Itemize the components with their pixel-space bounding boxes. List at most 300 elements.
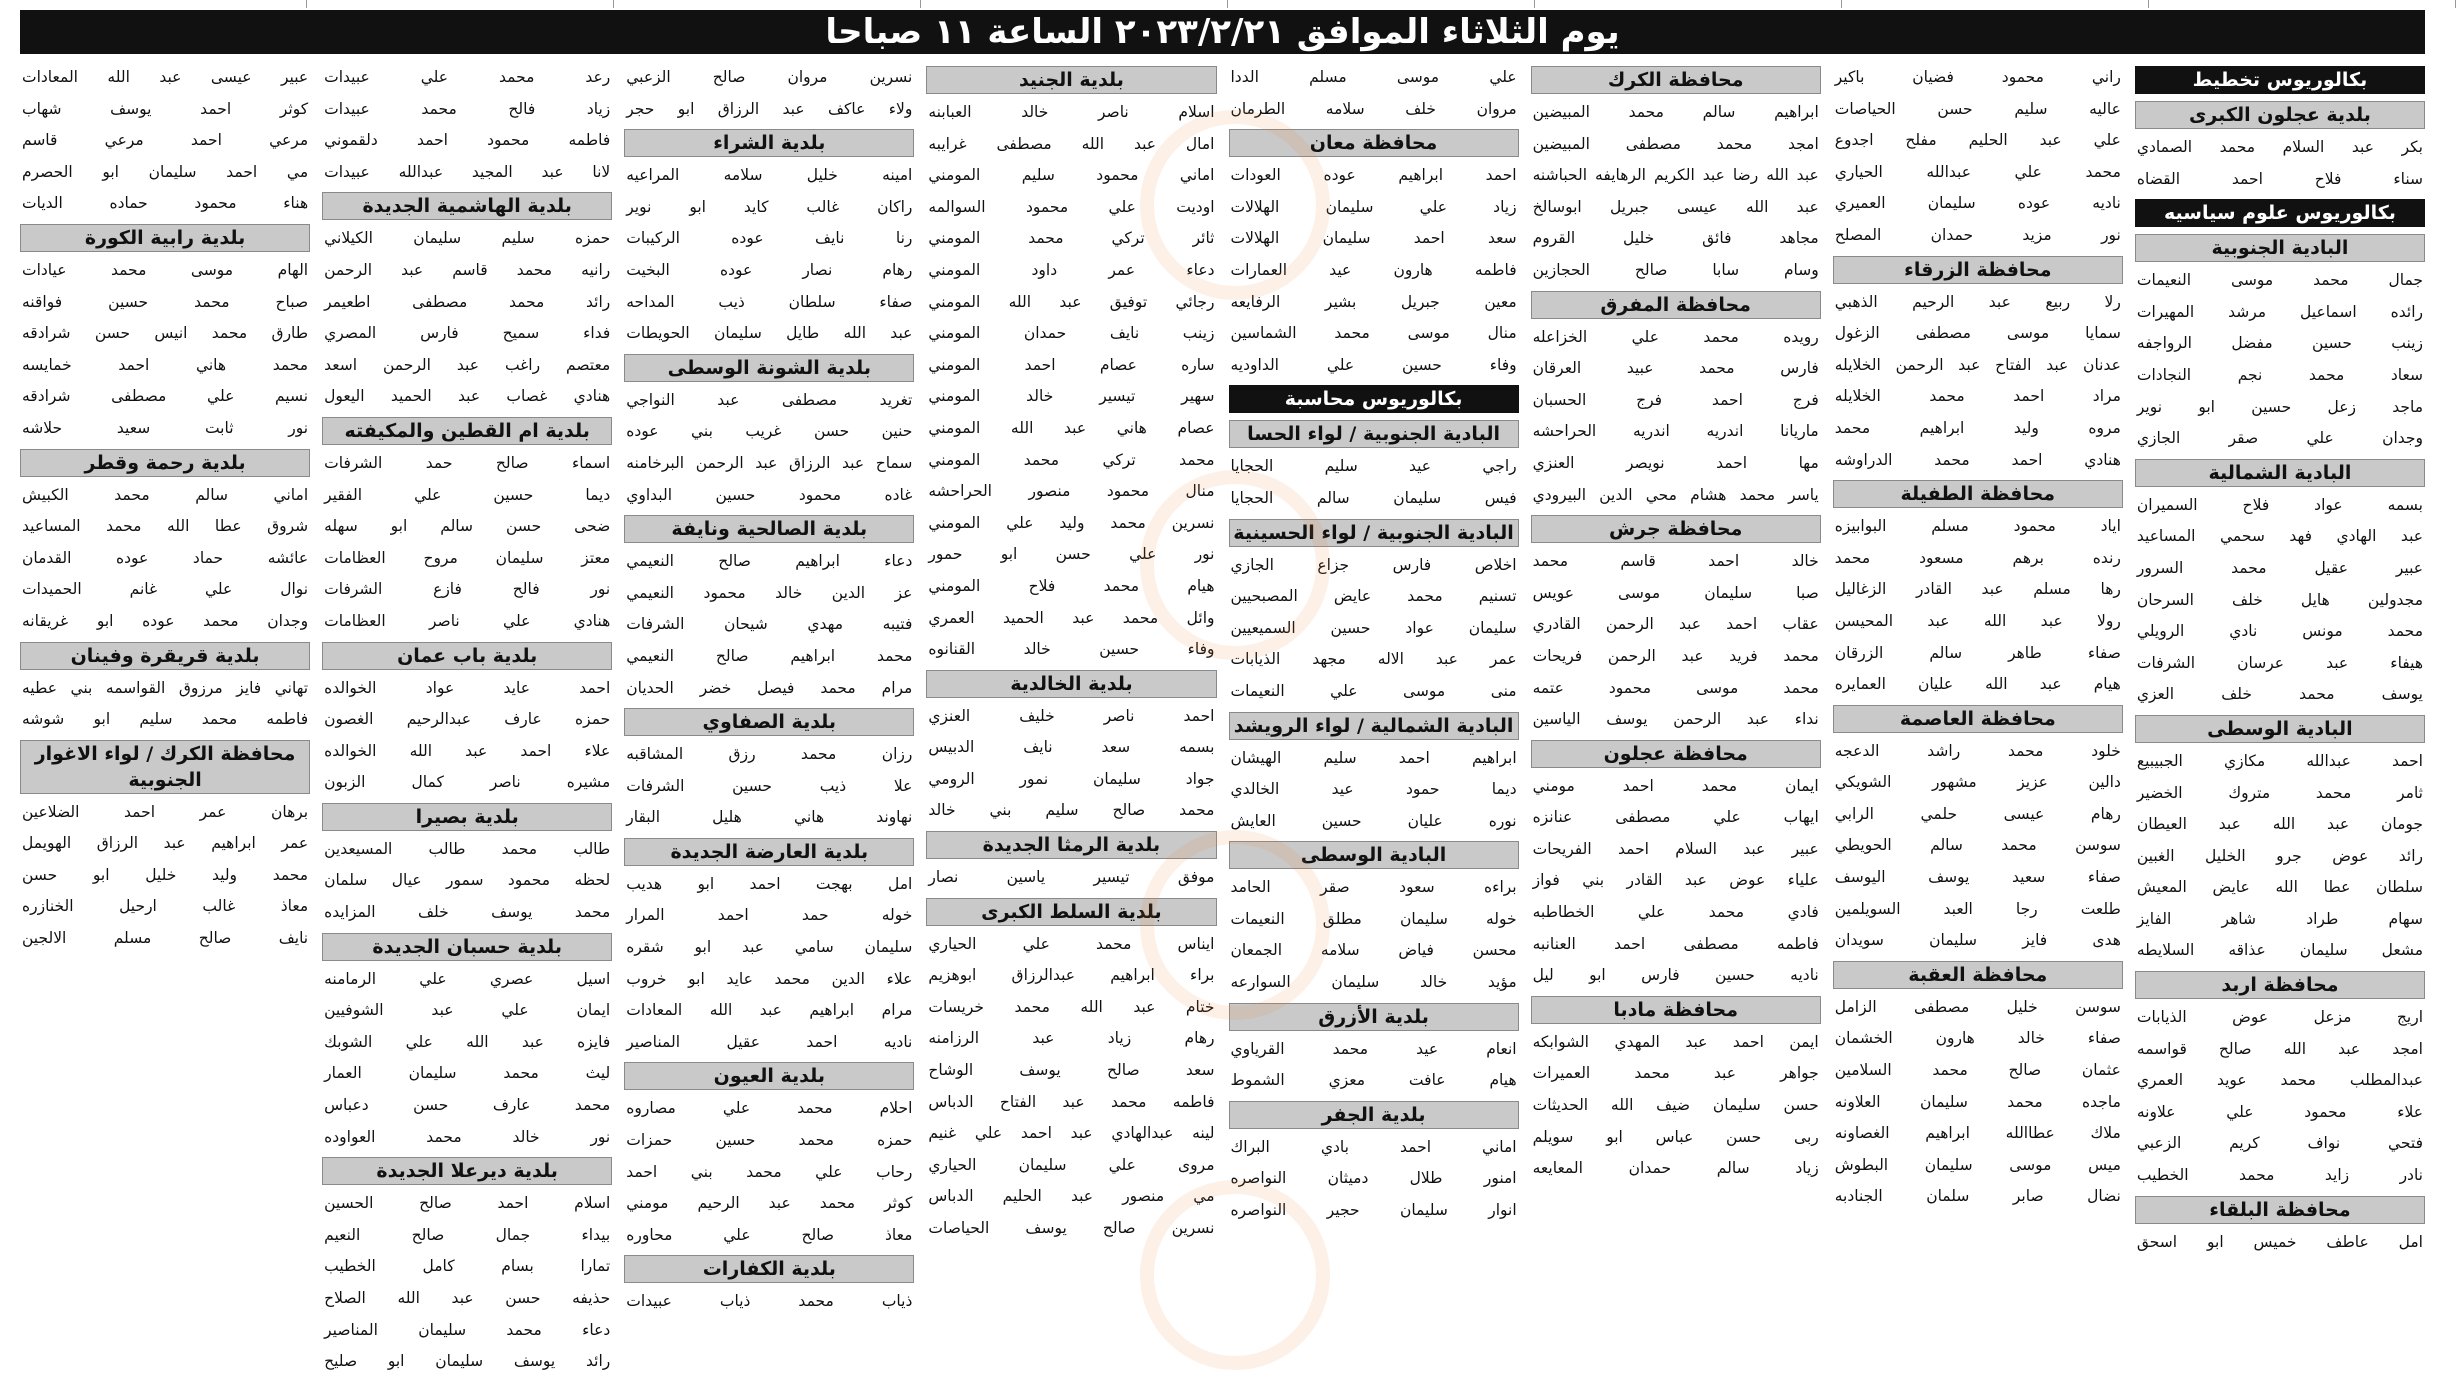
candidate-name: حنين حسن غريب بني عوده	[626, 422, 913, 441]
section	[20, 62, 310, 220]
section	[1531, 736, 1821, 992]
candidate-name: تهاني فايز مرزوق القواسمه بني عطيه	[22, 678, 309, 697]
candidate-name: نوال علي غانم الحميدات	[22, 580, 309, 599]
candidate-name: جواهر عبد محمد العميرات	[1532, 1064, 1819, 1083]
candidate-name: حمزه سليم سليمان الكيلاني	[324, 229, 611, 248]
candidate-name: ملاك عطاالله ابراهيم الغصاونه	[1834, 1124, 2121, 1143]
candidate-name: سهام طراد شاهر الفايز	[2136, 909, 2423, 928]
candidate-name: مروى علي سليمان الحياري	[928, 1155, 1215, 1174]
candidate-name: علا ذيب حسين الشرفات	[626, 776, 913, 795]
candidate-name: نضال صابر سلمان الجنادبه	[1834, 1187, 2121, 1206]
section	[1229, 515, 1519, 708]
candidate-name: نسيم علي مصطفى شرادقه	[22, 387, 309, 406]
candidate-name: سليمان عواد حسين السميعيين	[1230, 618, 1517, 637]
candidate-name: اماني سالم محمد الكبيش	[22, 485, 309, 504]
candidate-name: محمد صالح سليم بني خالد	[928, 801, 1215, 820]
section-heading: البادية الوسطى	[1229, 841, 1519, 869]
section-heading: بلدية الكفارات	[624, 1255, 914, 1283]
section	[1531, 62, 1821, 287]
section-heading: بلدية بصيرا	[322, 803, 612, 831]
candidate-name: جواد سليمان نمور الرومي	[928, 769, 1215, 788]
section	[1531, 992, 1821, 1185]
candidate-name: ايمان علي عبد الشوفيين	[324, 1001, 611, 1020]
section-heading: البادية الشمالية	[2135, 459, 2425, 487]
section	[926, 827, 1216, 894]
candidate-name: فتيبه مهدي شيحان الشرفات	[626, 615, 913, 634]
candidate-name: اسلام احمد صالح الحسين	[324, 1194, 611, 1213]
candidate-name: ليث محمد سليمان العمار	[324, 1064, 611, 1083]
section-heading: البادية الجنوبية / لواء الحسا	[1229, 420, 1519, 448]
candidate-name: نور خالد محمد العواوده	[324, 1127, 611, 1146]
section	[1229, 1097, 1519, 1227]
candidate-name: راكان غالب كايد ابو نوير	[626, 197, 913, 216]
section	[2135, 1192, 2425, 1259]
candidate-name: عبدالمطلب محمد عويد العمري	[2136, 1071, 2423, 1090]
candidate-name: منال موسى محمد الشماسين	[1230, 324, 1517, 343]
candidate-name: طلعت رجا العبد السويلمين	[1834, 899, 2121, 918]
candidate-name: مرام محمد فيصل خضر الحديان	[626, 678, 913, 697]
candidate-name: نايف صالح مسلم الالجين	[22, 929, 309, 948]
candidate-name: حمزه عارف عبدالرحيم الغصون	[324, 710, 611, 729]
section-heading: بلدية رابية الكورة	[20, 224, 310, 252]
candidate-name: رهام زياد عبد الرزامنه	[928, 1029, 1215, 1048]
section	[1531, 511, 1821, 736]
candidate-name: عبد الله عيسى جبريل ابوسالخ	[1532, 197, 1819, 216]
candidate-name: غاده محمود حسين البداوي	[626, 485, 913, 504]
candidate-name: ديما حمود عيد الخالدي	[1230, 780, 1517, 799]
candidate-name: مجاهد فائق خليل القروم	[1532, 229, 1819, 248]
section-heading: محافظة معان	[1229, 129, 1519, 157]
candidate-name: محمد تركي محمد المومني	[928, 450, 1215, 469]
candidate-name: ناديه حسين فارس ابو ليل	[1532, 966, 1819, 985]
candidate-name: حذيفه حسن عبد الله الصلاح	[324, 1289, 611, 1307]
section-heading: محافظة البلقاء	[2135, 1196, 2425, 1224]
candidate-name: مؤيد خالد سليمان السوارعه	[1230, 973, 1517, 992]
candidate-name: مشعل سليمان عذاقه السلايطه	[2136, 941, 2423, 960]
candidate-name: احمد ناصر خليف العنزي	[928, 706, 1215, 725]
candidate-name: سوسن خليل مصطفى الزامل	[1834, 997, 2121, 1016]
candidate-name: كوثر احمد يوسف شهاب	[22, 99, 309, 118]
candidate-name: رها مسلم عبد القادر الزغاليل	[1834, 580, 2121, 599]
section	[1833, 476, 2123, 701]
section-heading: البادية الجنوبية	[2135, 234, 2425, 262]
candidate-name: ديما حسين علي الفقير	[324, 485, 611, 504]
candidate-name: دعاء ابراهيم صالح النعيمي	[626, 552, 913, 571]
candidate-name: مرعي احمد مرعي قاسم	[22, 131, 309, 150]
section	[2135, 230, 2425, 455]
section	[926, 894, 1216, 1245]
candidate-name: خلود محمد راشد الدعجه	[1834, 741, 2121, 760]
section-heading: بلدية رحمة وقطر	[20, 449, 310, 477]
candidate-name: دعاء محمد سليمان المناصير	[324, 1320, 611, 1339]
candidate-name: هدى فايز سليمان سويدان	[1834, 931, 2121, 950]
candidate-name: سلطان عطا الله عايض المعيش	[2136, 878, 2423, 897]
candidate-name: سماح عبد الرزاق عبد الرحمن البرخامنه	[626, 453, 913, 472]
section	[1833, 252, 2123, 477]
candidate-name: عمر عبد الاله مجهد الذيابات	[1230, 650, 1517, 669]
candidate-name: برهان عمر احمد الضلاعين	[22, 802, 309, 821]
candidate-name: منال محمود منصور الحراحشه	[928, 482, 1215, 501]
candidate-name: عاليه سليم حسن الحياصات	[1834, 99, 2121, 118]
candidate-name: عدنان عبد الفتاح عبد الرحمن الخلايله	[1834, 355, 2121, 374]
section	[322, 413, 612, 638]
section	[20, 736, 310, 955]
candidate-name: بيداء جمال صالح النعيم	[324, 1225, 611, 1244]
candidate-name: امل عاطف خميس ابو اسحق	[2136, 1232, 2423, 1251]
candidate-name: احمد عايد عواد الخوالده	[324, 678, 611, 697]
candidate-name: عصام هاني عبد الله المومني	[928, 418, 1215, 437]
candidate-name: شروق عطا الله محمد المساعيد	[22, 517, 309, 536]
section-heading: بلدية باب عمان	[322, 642, 612, 670]
candidate-name: اوديت علي محمود السوالمه	[928, 197, 1215, 216]
section-heading: بلدية الخالدية	[926, 670, 1216, 698]
candidate-name: زياد فالح محمد عبيدات	[324, 99, 611, 118]
candidate-name: علاء محمود علي علاونه	[2136, 1102, 2423, 1121]
candidate-name: ختام عبد الله محمد خريسات	[928, 997, 1215, 1016]
candidate-name: نسرين صالح يوسف الحياصات	[928, 1219, 1215, 1237]
candidate-name: ثائر تركي محمد المومني	[928, 229, 1215, 248]
section	[1229, 416, 1519, 514]
section-heading: محافظة مادبا	[1531, 996, 1821, 1024]
section	[20, 445, 310, 638]
candidate-name: طارق محمد انيس حسن شرادقه	[22, 324, 309, 343]
candidate-name: حمزه محمد حسين حمزات	[626, 1131, 913, 1150]
candidate-name: احمد ابراهيم عوده العودات	[1230, 166, 1517, 185]
section-heading: بلدية حسبان الجديدة	[322, 933, 612, 961]
column-6	[624, 62, 914, 1387]
section	[322, 799, 612, 929]
section	[624, 834, 914, 1059]
candidate-name: امجد عبد الله صالح قواسمه	[2136, 1039, 2423, 1058]
candidate-name: علي عبد الحليم مفلح اجدوع	[1834, 131, 2121, 150]
section	[624, 511, 914, 704]
candidate-name: فارس محمد عبيد العرقان	[1532, 359, 1819, 378]
section-heading: البادية الجنوبية / لواء الحسينية	[1229, 519, 1519, 547]
section-heading: بلدية الجنيد	[926, 66, 1216, 94]
candidate-name: لينه عبدالهادي عبد احمد علي غنيم	[928, 1124, 1215, 1143]
candidate-name: خوله سليمان مطلق النعيمات	[1230, 909, 1517, 928]
candidate-name: بكر عبد السلام محمد الصمادي	[2136, 138, 2423, 156]
section	[2135, 455, 2425, 711]
candidate-name: امل بهجت احمد ابو هديب	[626, 874, 913, 893]
candidate-name: سعد صالح يوسف الوشاح	[928, 1061, 1215, 1080]
candidate-name: هنادي غصاب عبد الحميد اليعول	[324, 387, 611, 406]
section-heading: بلدية عجلون الكبرى	[2135, 101, 2425, 129]
candidate-name: علياء عوض عبد القادر بني فواز	[1532, 871, 1819, 890]
candidate-name: محمد عارف حسن دعباس	[324, 1096, 611, 1115]
section	[1833, 62, 2123, 252]
section	[322, 638, 612, 799]
candidate-name: بسمه عواد فلاح السميران	[2136, 495, 2423, 514]
candidate-name: طالب محمد طالب المسيعدين	[324, 839, 611, 858]
candidate-name: ابراهيم احمد سليم الهيشان	[1230, 748, 1517, 767]
section-heading: بلدية الرمثا الجديدة	[926, 831, 1216, 859]
candidate-name: زينب نايف حمدان المومني	[928, 324, 1215, 343]
candidate-name: اريج مزعل عوض الذيابات	[2136, 1008, 2423, 1027]
candidate-name: ثامر محمد متروك الخضير	[2136, 783, 2423, 802]
section-heading: محافظة الكرك	[1531, 66, 1821, 94]
candidate-name: محمد هاني احمد خمايسه	[22, 355, 309, 374]
candidate-name: نور فالح فازع الشرفات	[324, 580, 611, 599]
candidate-name: احمد عبدالله مكازي الجبيبيع	[2136, 751, 2423, 770]
candidate-name: نداء عبد الرحمن يوسف الياسين	[1532, 710, 1819, 729]
candidate-name: محمد علي عبدالله الحياري	[1834, 162, 2121, 181]
candidate-name: مها احمد نويصر العنزي	[1532, 453, 1819, 472]
candidate-name: هناء محمود حماده الديات	[22, 194, 309, 213]
section-heading: بلدية الشراء	[624, 129, 914, 157]
candidate-name: عبير عقيل محمد السرور	[2136, 558, 2423, 577]
candidate-name: صفاء طاهر سالم الزرقان	[1834, 643, 2121, 662]
candidate-name: محمد ابراهيم صالح النعيمي	[626, 646, 913, 665]
candidate-name: رعد محمد علي عبيدات	[324, 68, 611, 86]
section-heading: محافظة الزرقاء	[1833, 256, 2123, 284]
candidate-name: صبا سليمان موسى عويس	[1532, 583, 1819, 602]
candidate-name: رويده محمد علي الخزاعله	[1532, 327, 1819, 346]
candidate-name: ماجده محمد سليمان العلاونه	[1834, 1092, 2121, 1111]
section-heading: محافظة جرش	[1531, 515, 1821, 543]
candidate-name: اخلاص فارس جزاع الجازي	[1230, 555, 1517, 574]
candidate-name: فرج احمد فرج الحسبان	[1532, 390, 1819, 409]
candidate-name: ابراهيم سالم محمد المبيضين	[1532, 103, 1819, 121]
candidate-name: احلام محمد علي مصاروه	[626, 1099, 913, 1118]
candidate-name: رائده اسماعيل مرشد المهيرات	[2136, 302, 2423, 321]
date-banner	[20, 10, 2425, 54]
candidate-name: مي احمد سليمان ابو الحصرم	[22, 162, 309, 181]
candidate-name: رولا عبد الله عبد المحيسن	[1834, 611, 2121, 630]
candidate-name: سعد احمد سليمان الهلالات	[1230, 229, 1517, 248]
candidate-name: براء ابراهيم عبدالرزاق ابوهزيم	[928, 966, 1215, 985]
section	[624, 704, 914, 834]
section	[1229, 837, 1519, 998]
candidate-name: سليمان سامي عبد ابو شقره	[626, 938, 913, 957]
candidate-name: ماجد زعل حسين ابو نوير	[2136, 397, 2423, 416]
candidate-name: عبد الله رضا عبد الكريم الرهايفه الحباشنه	[1532, 166, 1819, 185]
degree-heading: بكالوريوس تخطيط	[2135, 66, 2425, 94]
candidate-name: دالين عزيز مشهور الشويكي	[1834, 773, 2121, 792]
section	[2135, 967, 2425, 1192]
section-heading: محافظة العقبة	[1833, 961, 2123, 989]
candidate-name: معين جبريل بشير الرفايعه	[1230, 292, 1517, 311]
candidate-name: سوسن محمد سالم الحويطي	[1834, 836, 2121, 855]
candidate-name: معاذ غالب ارحيل الخنازره	[22, 897, 309, 916]
candidate-name: نسرين مروان صالح الزعبي	[626, 68, 913, 86]
candidate-name: وجدان محمد عوده ابو غريقانه	[22, 611, 309, 630]
section-heading: بلدية الصالحية ونايفة	[624, 515, 914, 543]
candidate-name: عبد الله طايل سليمان الحويطات	[626, 324, 913, 343]
candidate-name: براءه سعود صقر الحامد	[1230, 878, 1517, 897]
column-2	[1833, 62, 2123, 1387]
candidate-name: فتحي نواف كريم الزعبي	[2136, 1134, 2423, 1153]
candidate-name: فاطمه مصطفى احمد العنانبه	[1532, 934, 1819, 953]
candidate-name: هنادي علي ناصر العظامات	[324, 611, 611, 630]
candidate-name: مجدولين هايل خلف السرحان	[2136, 590, 2423, 609]
section-heading: البادية الوسطى	[2135, 715, 2425, 743]
candidate-name: محسن فياض سلامه الجمعان	[1230, 941, 1517, 960]
candidate-name: امجد محمد مصطفى المبيضين	[1532, 134, 1819, 153]
candidate-name: نهاوند هاني هليل البقار	[626, 808, 913, 827]
candidate-name: جمال محمد موسى النعيمات	[2136, 271, 2423, 290]
candidate-name: نادر زايد محمد الخطيب	[2136, 1166, 2423, 1185]
candidate-name: بسمه سعد نايف الدبيس	[928, 738, 1215, 757]
candidate-name: فاطمه محمد سليم ابو شوشه	[22, 710, 309, 729]
candidate-name: سمايا موسى مصطفى الزغول	[1834, 324, 2121, 343]
candidate-name: معاذ صالح علي محاوره	[626, 1225, 913, 1244]
section	[322, 188, 612, 413]
candidate-name: عمر ابراهيم عبد الرزاق الهويمل	[22, 834, 309, 853]
candidate-name: نور ثابت سعيد حلاشه	[22, 418, 309, 437]
candidate-name: محمد موسى محمود عتمه	[1532, 678, 1819, 697]
candidate-name: اماني محمود سليم المومني	[928, 166, 1215, 185]
section-heading: بلدية ام القطين والمكيفته	[322, 417, 612, 445]
candidate-name: مرام ابراهيم عبد الله المعادات	[626, 1001, 913, 1020]
candidate-name: صباح محمد حسين فواقنه	[22, 292, 309, 311]
section	[2135, 97, 2425, 195]
candidate-name: عز الدين خالد محمود النعيمي	[626, 583, 913, 602]
section	[624, 62, 914, 125]
section-heading: بلدية العارضة الجديدة	[624, 838, 914, 866]
section-heading: بلدية الأزرق	[1229, 1003, 1519, 1031]
candidate-name: تمارا بسام كامل الخطيب	[324, 1257, 611, 1276]
candidate-name: زينب حسين مفضل الرواجفه	[2136, 334, 2423, 353]
section-heading: بلدية الجفر	[1229, 1101, 1519, 1129]
candidate-name: لانا عبد المجيد عبدالله عبيدات	[324, 162, 611, 181]
section	[1229, 708, 1519, 838]
candidate-name: تغريد مصطفى عبد النواجي	[626, 390, 913, 409]
candidate-name: رهام نصار عوده البخيت	[626, 260, 913, 279]
candidate-name: نوره عليان حسين العايش	[1230, 811, 1517, 830]
candidate-name: ناديه عوده سليمان العميري	[1834, 194, 2121, 213]
candidate-name: ايمان محمد احمد مومني	[1532, 776, 1819, 795]
section-heading: بلدية السلط الكبرى	[926, 898, 1216, 926]
candidate-name: رجائي توفيق عبد الله المومني	[928, 292, 1215, 311]
candidate-name: رلا ربيع عبد الرحيم الذهبي	[1834, 292, 2121, 311]
candidate-name: تسنيم محمد عايض المصبحيين	[1230, 587, 1517, 606]
candidate-name: فداء سميح فارس المصري	[324, 324, 611, 343]
section	[20, 638, 310, 736]
candidate-name: ايهاب علي مصطفى عنانزه	[1532, 808, 1819, 827]
page-title: يوم الثلاثاء الموافق ٢٠٢٣/٢/٢١ الساعة ١١ صباحا	[825, 12, 1620, 52]
candidate-name: اماني احمد بادي البراك	[1230, 1137, 1517, 1156]
candidate-name: جومان عبد الله عبد العيطان	[2136, 815, 2423, 834]
candidate-name: نسرين محمد وليد علي المومني	[928, 513, 1215, 532]
candidate-name: نور علي حسن ابو حمور	[928, 545, 1215, 564]
section-heading: بلدية ديرعلا الجديدة	[322, 1157, 612, 1185]
candidate-name: امال عبد الله مصطفى غرايبه	[928, 134, 1215, 153]
candidate-name: عبير عبد السلام احمد الفريحات	[1532, 839, 1819, 858]
section	[20, 220, 310, 445]
candidate-name: فاطمه محمد عبد الفتاح الدباس	[928, 1092, 1215, 1111]
section-heading: بلدية الشونة الوسطى	[624, 354, 914, 382]
column-1	[2135, 62, 2425, 1387]
section	[322, 1153, 612, 1378]
candidate-name: صفاء سعيد يوسف اليوسف	[1834, 868, 2121, 887]
candidate-name: هيفاء عبد عرسان الشرفات	[2136, 653, 2423, 672]
candidate-name: صفاء خالد هارون الخشمان	[1834, 1029, 2121, 1048]
candidate-name: نور مزيد حمدان المصلح	[1834, 225, 2121, 244]
candidate-name: رنا نايف عوده الركيبات	[626, 229, 913, 248]
section	[1229, 381, 1519, 416]
name-columns	[20, 62, 2425, 1387]
section-heading: محافظة اربد	[2135, 971, 2425, 999]
section	[2135, 62, 2425, 97]
candidate-name: عثمان صالح محمد السلامين	[1834, 1061, 2121, 1080]
section	[322, 929, 612, 1154]
section	[2135, 195, 2425, 230]
section	[624, 125, 914, 350]
candidate-name: منى موسى علي النعيمات	[1230, 681, 1517, 700]
candidate-name: راجي عيد سليم الحجايا	[1230, 457, 1517, 476]
candidate-name: مشيره ناصر كمال الزبون	[324, 773, 611, 792]
candidate-name: رائد محمد مصطفى اطعيمر	[324, 292, 611, 311]
section-heading: محافظة العاصمة	[1833, 705, 2123, 733]
section	[1833, 957, 2123, 1213]
candidate-name: عائشه حماد عوده القدمان	[22, 548, 309, 567]
section	[624, 1251, 914, 1318]
candidate-name: معتصم راغب عبد الرحمن اسعد	[324, 355, 611, 374]
candidate-name: وائل محمد عبد الحميد العمري	[928, 608, 1215, 627]
section-heading: بلدية الصفاوي	[624, 708, 914, 736]
candidate-name: عقاب احمد عبد الرحمن القادري	[1532, 615, 1819, 634]
candidate-name: سهير تيسير خالد المومني	[928, 387, 1215, 406]
candidate-name: فايزه عبد الله علي الشوبك	[324, 1032, 611, 1051]
section-heading: محافظة عجلون	[1531, 740, 1821, 768]
section	[1229, 62, 1519, 125]
section-heading: محافظة الكرك / لواء الاغوار الجنوبية	[20, 740, 310, 794]
section	[926, 666, 1216, 827]
candidate-name: سعاد محمد نجم النجادات	[2136, 365, 2423, 384]
section	[2135, 711, 2425, 967]
candidate-name: عبد الهادي فهد سحمي المساعيد	[2136, 527, 2423, 546]
candidate-name: وسام سابا صالح الحجازين	[1532, 260, 1819, 279]
candidate-name: علاء الدين محمد عايد ابو خروب	[626, 969, 913, 988]
candidate-name: ربى حسن عباس ابو سويلم	[1532, 1127, 1819, 1146]
column-4	[1229, 62, 1519, 1387]
section	[1833, 701, 2123, 957]
candidate-name: دعاء عمر داود المومني	[928, 260, 1215, 279]
candidate-name: حسن سليمان ضيف الله الحديثات	[1532, 1096, 1819, 1115]
section	[624, 1058, 914, 1251]
candidate-name: صفاء سلطان ذيب المداحه	[626, 292, 913, 311]
candidate-name: الهام موسى محمد عيادات	[22, 260, 309, 279]
candidate-name: اياد محمود مسلم البوابيزه	[1834, 517, 2121, 536]
section-heading: بلدية قريقرة وفينان	[20, 642, 310, 670]
candidate-name: اسماء صالح حمد الشرفات	[324, 453, 611, 472]
top-rule	[0, 0, 2456, 8]
candidate-name: وجدان علي صقر الجازي	[2136, 429, 2423, 448]
candidate-name: علي موسى مسلم الددا	[1230, 68, 1517, 86]
column-8	[20, 62, 310, 1387]
candidate-name: فيس سليمان سالم الحجايا	[1230, 488, 1517, 507]
candidate-name: مروان خلف سلامه الطرمان	[1230, 99, 1517, 118]
candidate-name: ولاء عاكف عبد الرزاق ابو حجر	[626, 99, 913, 118]
candidate-name: فاطمه هارون عيد العمارات	[1230, 260, 1517, 279]
candidate-name: ايناس محمد علي الحياري	[928, 934, 1215, 953]
candidate-name: سناء فلاح احمد القضاه	[2136, 169, 2423, 188]
section-heading: بلدية الهاشمية الجديدة	[322, 192, 612, 220]
column-5	[926, 62, 1216, 1387]
candidate-name: معتز سليمان مروح العظامات	[324, 548, 611, 567]
section-heading: محافظة المفرق	[1531, 291, 1821, 319]
candidate-name: امينه خليل سلامه المراعيه	[626, 166, 913, 185]
candidate-name: اسلام ناصر خالد العبابنه	[928, 103, 1215, 121]
candidate-name: وفاء حسين خالد القنانوه	[928, 640, 1215, 659]
candidate-name: هيام محمد فلاح المومني	[928, 576, 1215, 595]
candidate-name: ايمن احمد عبد المهدي الشوابكه	[1532, 1032, 1819, 1051]
candidate-name: فاطمه محمود احمد دلقموني	[324, 131, 611, 150]
candidate-name: رحاب علي محمد بني احمد	[626, 1162, 913, 1181]
candidate-name: مروه وليد ابراهيم محمد	[1834, 418, 2121, 437]
candidate-name: هيام عافت معزي الشموط	[1230, 1071, 1517, 1090]
